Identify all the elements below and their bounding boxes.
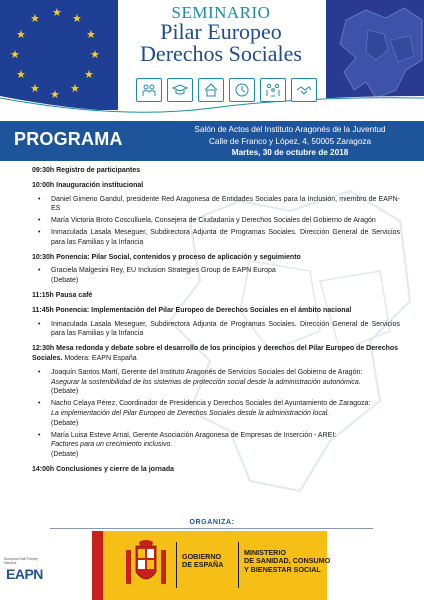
gobierno-de-espana-label	[182, 553, 223, 570]
seminar-header	[0, 0, 424, 121]
venue-info	[162, 124, 418, 159]
session-title-text: 11:45h Ponencia: Implementación del Pilar Europeo de Derechos Sociales en el ámbito nacional	[32, 306, 352, 314]
speaker-text: Nacho Celaya Pérez, Coordinador de Presidencia y Derechos Sociales del Ayuntamiento de Zaragoza:	[51, 400, 371, 408]
bullet-icon: •	[38, 217, 41, 225]
venue-line2: Calle de Franco y López, 4, 50005 Zaragoza	[208, 136, 372, 146]
eapn-logo	[2, 554, 42, 600]
event-date: Martes, 30 de octubre de 2018	[231, 148, 349, 157]
ministry-label	[244, 549, 330, 574]
gov-line1: GOBIERNO	[182, 552, 222, 561]
seminar-title-line3: Derechos Sociales	[140, 41, 302, 66]
session-title-text: 10:00h Inauguración institucional	[32, 181, 144, 189]
debate-note: (Debate)	[51, 451, 79, 459]
bullet-icon: •	[38, 400, 41, 408]
speaker-text: María Luisa Esteve Arnal, Gerente Asociación Aragonesa de Empresas de Inserción - AREI:	[51, 431, 337, 439]
speaker-text: Joaquín Santos Martí, Gerente del Instituto Aragonés de Servicios Sociales del Gobierno de Aragón:	[51, 368, 363, 376]
session-title	[32, 166, 400, 176]
debate-note: (Debate)	[51, 388, 79, 396]
program-bar	[0, 121, 424, 161]
bullet-icon: •	[38, 228, 41, 236]
agenda-session	[32, 465, 400, 475]
speaker-item	[32, 216, 400, 226]
debate-note: (Debate)	[51, 277, 79, 285]
organizers-footer	[0, 516, 424, 600]
ministry-line2: DE SANIDAD, CONSUMO	[244, 556, 331, 566]
eu-star-icon: ★	[72, 13, 82, 25]
spain-coat-of-arms-icon	[124, 540, 168, 592]
speaker-text: Inmaculada Lasala Meseguer, Subdirectora Adjunta de Programas Sociales. Dirección General de Servicios para las Familias y la Infancia	[51, 228, 400, 246]
session-title	[32, 253, 400, 263]
spain-flag-stripe-yellow	[103, 531, 111, 600]
session-title	[32, 344, 400, 364]
bullet-icon: •	[38, 368, 41, 376]
gov-separator	[176, 542, 177, 588]
talk-title: Asegurar la sostenibilidad de los sistemas de protección social desde la administración autonómica.	[51, 378, 361, 386]
eu-star-icon: ★	[30, 83, 40, 95]
speaker-item	[32, 195, 400, 215]
speaker-text: Graciela Malgesini Rey, EU Inclusion Strategies Group de EAPN Europa	[51, 267, 276, 275]
eapn-logo-text: EAPN	[6, 566, 43, 582]
program-heading: PROGRAMA	[14, 129, 123, 149]
bullet-icon: •	[38, 320, 41, 328]
session-title-text: 10:30h Ponencia: Pilar Social, contenidos y proceso de aplicación y seguimiento	[32, 253, 301, 261]
speaker-item	[32, 399, 400, 428]
house-icon	[198, 78, 224, 102]
session-title	[32, 465, 400, 475]
organiza-label: ORGANIZA:	[189, 519, 235, 526]
speaker-list	[32, 320, 400, 340]
eu-star-icon: ★	[16, 69, 26, 81]
bullet-icon: •	[38, 431, 41, 439]
ministry-separator	[238, 542, 239, 588]
eu-star-icon: ★	[86, 29, 96, 41]
eu-star-icon: ★	[90, 49, 100, 61]
speaker-item	[32, 431, 400, 460]
speaker-item	[32, 228, 400, 248]
bullet-icon: •	[38, 195, 41, 203]
speaker-list	[32, 195, 400, 248]
agenda-session	[32, 306, 400, 339]
spain-flag-stripe	[92, 531, 103, 600]
agenda-list	[32, 166, 400, 480]
agenda-session	[32, 291, 400, 301]
eapn-logo-caption: European Anti Poverty Network	[4, 557, 38, 565]
seminar-title-line2: Pilar Europeo	[160, 19, 282, 44]
talk-title: La implementación del Pilar Europeo de Derechos Sociales desde la administración local.	[51, 409, 330, 417]
eu-star-icon: ★	[30, 13, 40, 25]
people-icon	[136, 78, 162, 102]
speaker-item	[32, 368, 400, 397]
venue-line1: Salón de Actos del Instituto Aragonés de la Juventud	[194, 125, 386, 134]
speaker-text: Inmaculada Lasala Meseguer, Subdirectora Adjunta de Programas Sociales. Dirección General de Servicios para las Familias y la Infancia	[51, 320, 400, 338]
handshake-icon	[291, 78, 317, 102]
debate-note: (Debate)	[51, 419, 79, 427]
agenda-session	[32, 166, 400, 176]
eu-star-icon: ★	[10, 49, 20, 61]
agenda-session	[32, 253, 400, 286]
family-icon	[260, 78, 286, 102]
speaker-text: Daniel Gimeno Gandul, presidente Red Aragonesa de Entidades Sociales para la Inclusión, miembro de EAPN-ES	[51, 195, 400, 213]
seminar-title	[112, 4, 330, 65]
theme-icon-row	[136, 78, 317, 102]
eu-star-icon: ★	[52, 7, 62, 19]
ministry-line1: MINISTERIO	[244, 548, 286, 557]
talk-title: Factores para un crecimiento inclusivo.	[51, 441, 173, 449]
session-title	[32, 181, 400, 191]
gov-line2: DE ESPAÑA	[182, 560, 224, 570]
speaker-list	[32, 266, 400, 286]
session-title	[32, 291, 400, 301]
speaker-list	[32, 368, 400, 460]
session-title-text: 12:30h Mesa redonda y debate sobre el desarrollo de los principios y derechos del Pilar Europeo de Derechos Sociales.	[32, 345, 399, 362]
session-moderator: Modera: EAPN España	[64, 354, 137, 362]
speaker-text: María Victoria Broto Cosculluela, Consejera de Ciudadanía y Derechos Sociales del Gobierno de Aragón	[51, 217, 376, 225]
seminar-title-line1: SEMINARIO	[171, 3, 271, 22]
bullet-icon: •	[38, 267, 41, 275]
eu-star-icon: ★	[84, 69, 94, 81]
session-title	[32, 306, 400, 316]
speaker-item	[32, 320, 400, 340]
footer-divider	[50, 528, 373, 529]
eu-star-icon: ★	[70, 83, 80, 95]
session-title-text: 09:30h Registro de participantes	[32, 167, 141, 174]
agenda-session	[32, 344, 400, 460]
agenda-session	[32, 181, 400, 248]
speaker-item	[32, 266, 400, 286]
session-title-text: 11:15h Pausa café	[32, 291, 93, 299]
graduation-cap-icon	[167, 78, 193, 102]
ministry-line3: Y BIENESTAR SOCIAL	[244, 564, 321, 574]
eu-star-icon: ★	[16, 29, 26, 41]
clock-icon	[229, 78, 255, 102]
program-content	[0, 161, 424, 516]
session-title-text: 14:00h Conclusiones y cierre de la jornada	[32, 465, 174, 473]
eu-star-icon: ★	[50, 89, 60, 101]
